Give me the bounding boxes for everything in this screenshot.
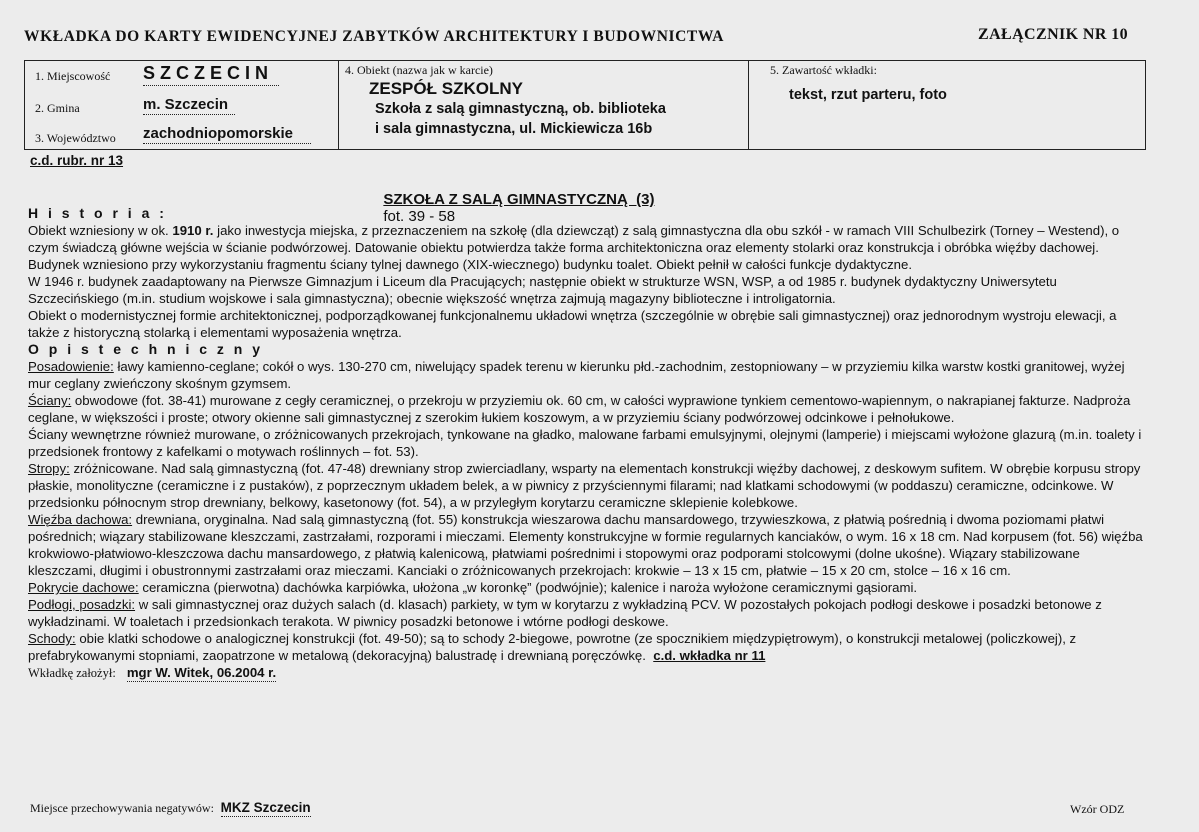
contents-label: 5. Zawartość wkładki: xyxy=(770,63,877,77)
storage-label: Miejsce przechowywania negatywów: xyxy=(30,801,214,815)
continuation-from: c.d. rubr. nr 13 xyxy=(30,153,124,168)
history-text: Obiekt wzniesiony w ok. xyxy=(28,223,173,238)
annex-number: ZAŁĄCZNIK NR 10 xyxy=(978,26,1129,43)
commune-label: 2. Gmina xyxy=(35,101,80,115)
ceilings-label: Stropy: xyxy=(28,461,70,476)
roofing-text: ceramiczna (pierwotna) dachówka karpiówka, ułożona „w koronkę” (podwójnie); kalenice i naroża wyłożone ceramicznymi gąsiorami. xyxy=(138,580,918,595)
roof-truss-paragraph xyxy=(28,511,1146,579)
contents-value: tekst, rzut parteru, foto xyxy=(789,87,947,103)
stairs-text: obie klatki schodowe o analogicznej konstrukcji (fot. 49-50); są to schody 2-biegowe, powrotne (ze spocznikiem międzypiętrowym), o konstrukcji metalowej (policzkowej), z prefabrykowanymi stopniami, zaopatrzone w metalową (dekoracyjną) balustradę i drewnianą poręczówkę. xyxy=(28,631,1077,663)
history-paragraph-1 xyxy=(28,222,1146,273)
negatives-storage xyxy=(30,800,311,816)
roofing-label: Pokrycie dachowe: xyxy=(28,580,139,595)
floors-label: Podłogi, posadzki: xyxy=(28,597,136,612)
continued-on-insert: c.d. wkładka nr 11 xyxy=(653,648,766,663)
header-box xyxy=(24,60,1146,150)
walls-label: Ściany: xyxy=(28,393,72,408)
roof-truss-text: drewniana, oryginalna. Nad salą gimnastyczną (fot. 55) konstrukcja wieszarowa dachu mansardowego, trzywieszkowa, z płatwią pośrednią i dwoma poziomami płatwi pośrednich; wiązary stabilizowane kleszczami, zastrzałami, rozporami i mieczami. Elementy konstrukcyjne w formie regularnych kanciaków, o wym. 16 x 18 cm. Nad korpusem (fot. 56) więźba krokwiowo-płatwiowo-kleszczowa dachu mansardowego, z płatwią kalenicową, płatwiami pośrednimi i stopowymi oraz podporami stolcowymi (dolne ukośne). Wiązary stabilizowane kleszczami, długimi i obustronnymi zastrzałami oraz mieczami. Kanciaki o zróżnicowanych przekrojach: krokwie – 13 x 15 cm, płatwie – 15 x 20 cm, stolce – 16 x 16 cm. xyxy=(28,512,1143,578)
description-body xyxy=(28,205,1146,682)
voivodeship-value: zachodniopomorskie xyxy=(143,125,311,144)
form-template-id: Wzór ODZ xyxy=(1070,802,1125,816)
stairs-label: Schody: xyxy=(28,631,76,646)
history-paragraph-3: Obiekt o modernistycznej formie architektonicznej, podporządkowanej funkcjonalnemu układowi wnętrza (szczególnie w obrębie sali gimnastycznej) oraz jednorodnym wystroju elewacji, a także z historyczną stolarką i elementami wyposażenia wnętrza. xyxy=(28,308,1117,340)
object-desc-2: i sala gimnastyczna, ul. Mickiewicza 16b xyxy=(375,121,653,137)
storage-value: MKZ Szczecin xyxy=(220,800,311,815)
form-title: WKŁADKA DO KARTY EWIDENCYJNEJ ZABYTKÓW ARCHITEKTURY I BUDOWNICTWA xyxy=(24,28,725,45)
prepared-by-value: mgr W. Witek, 06.2004 r. xyxy=(126,665,277,680)
voivodeship-label: 3. Województwo xyxy=(35,131,116,145)
section-title: SZKOŁA Z SALĄ GIMNASTYCZNĄ (3) xyxy=(383,191,655,208)
foundation-text: ławy kamienno-ceglane; cokół o wys. 130-270 cm, niwelujący spadek terenu w kierunku płd.-zachodnim, zestopniowany – w przyziemiu kilka warstw kostki granitowej, wyżej mur ceglany zwieńczony skośnym gzymsem. xyxy=(28,359,1125,391)
technical-heading: O p i s t e c h n i c z n y xyxy=(28,341,264,357)
history-text-cont: jako inwestycja miejska, z przeznaczeniem na szkołę (dla dziewcząt) z salą gimnastyczna dla obu szkół - w ramach VIII Schulbezirk (Torney – Westend), o czym świadczą główne wejścia w ścianie podwórzowej. Datowanie obiektu potwierdza także forma architektoniczna oraz elementy stolarki oraz konstrukcja i obróbka więźby dachowej. Budynek wzniesiono przy wykorzystaniu fragmentu ściany tylnej dawnego (XIX-wiecznego) budynku toalet. Obiekt pełnił w całości funkcje dydaktyczne. xyxy=(28,223,1120,272)
object-desc-1: Szkoła z salą gimnastyczną, ob. biblioteka xyxy=(375,101,666,117)
history-date: 1910 r. xyxy=(172,223,214,238)
stairs-paragraph xyxy=(28,630,1146,664)
foundation-paragraph xyxy=(28,358,1146,392)
prepared-by-label: Wkładkę założył: xyxy=(28,666,116,680)
locality-label: 1. Miejscowość xyxy=(35,69,111,83)
box-divider-2 xyxy=(748,61,749,149)
commune-value: m. Szczecin xyxy=(143,96,235,115)
section-photos: fot. 39 - 58 xyxy=(383,208,456,225)
floors-paragraph xyxy=(28,596,1146,630)
history-heading: H i s t o r i a : xyxy=(28,205,167,221)
ceilings-text: zróżnicowane. Nad salą gimnastyczną (fot. 47-48) drewniany strop zwierciadlany, wsparty na elementach konstrukcji więźby dachowej, z deskowym sufitem. W obrębie korpusu stropy płaskie, monolityczne (ceramiczne i z pustaków), z poprzecznym układem belek, a w piwnicy z przyściennymi filarami; nad klatkami schodowymi (w poddaszu) ceramiczne, odcinkowe. W przedsionku północnym strop drewniany, belkowy, kasetonowy (fot. 54), a w przyległym korytarzu ceramiczne sklepienie kolebkowe. xyxy=(28,461,1141,510)
walls-paragraph xyxy=(28,392,1146,426)
walls-text: obwodowe (fot. 38-41) murowane z cegły ceramicznej, o przekroju w przyziemiu ok. 60 cm, w całości wyprawione tynkiem cementowo-wapiennym, o nakrapianej fakturze. Nadproża ceglane, w większości i proste; otwory okienne sali gimnastycznej z szerokim łukiem koszowym, a w przyziemiu ściany podwórzowej odcinkowe i pełnołukowe. xyxy=(28,393,1131,425)
locality-value: S Z C Z E C I N xyxy=(143,63,279,86)
roofing-paragraph xyxy=(28,579,1146,596)
object-label: 4. Obiekt (nazwa jak w karcie) xyxy=(345,63,493,77)
box-divider-1 xyxy=(338,61,339,149)
foundation-label: Posadowienie: xyxy=(28,359,114,374)
roof-truss-label: Więźba dachowa: xyxy=(28,512,133,527)
floors-text: w sali gimnastycznej oraz dużych salach (d. klasach) parkiety, w tym w korytarzu z wykładziną PCV. W pozostałych pokojach podłogi deskowe i posadzki betonowe z wykładzinami. W toaletach i przedsionkach terakota. W piwnicy posadzki betonowe i wtórne podłogi deskowe. xyxy=(28,597,1102,629)
history-paragraph-2: W 1946 r. budynek zaadaptowany na Pierwsze Gimnazjum i Liceum dla Pracujących; następnie obiekt w strukturze WSN, WSP, a od 1985 r. budynek dydaktyczny Uniwersytetu Szczecińskiego (m.in. studium wojskowe i sala gimnastyczna); obecnie większość wnętrza zajmują magazyny biblioteczne i introligatornia. xyxy=(28,274,1057,306)
ceilings-paragraph xyxy=(28,460,1146,511)
walls-paragraph-2: Ściany wewnętrzne również murowane, o zróżnicowanych przekrojach, tynkowane na gładko, malowane farbami emulsyjnymi, olejnymi (lamperie) i miejscami wyłożone glazurą (m.in. toalety i przedsionek frontowy z kafelkami o motywach roślinnych – fot. 53). xyxy=(28,427,1142,459)
object-name: ZESPÓŁ SZKOLNY xyxy=(369,79,523,98)
prepared-by-line xyxy=(28,664,1146,682)
